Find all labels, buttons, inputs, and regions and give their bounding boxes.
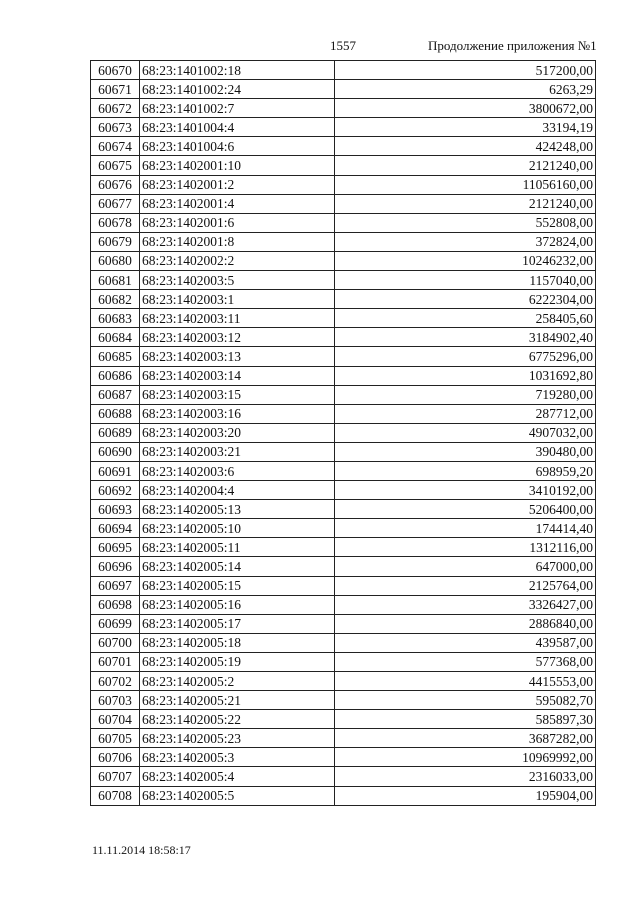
table-row [91,691,596,710]
row-number-cell: 60693 [91,500,140,519]
cadastral-number-cell: 68:23:1402001:6 [140,213,335,232]
cadastral-value-cell: 424248,00 [335,137,596,156]
cadastral-number-cell: 68:23:1402005:16 [140,595,335,614]
cadastral-value-cell: 1157040,00 [335,271,596,290]
table-row [91,481,596,500]
row-number-cell: 60705 [91,729,140,748]
table-row [91,786,596,805]
cadastral-number-cell: 68:23:1401002:18 [140,61,335,80]
row-number-cell: 60672 [91,99,140,118]
cadastral-number-cell: 68:23:1402001:8 [140,232,335,251]
cadastral-value-cell: 5206400,00 [335,500,596,519]
cadastral-value-cell: 3800672,00 [335,99,596,118]
row-number-cell: 60684 [91,328,140,347]
table-row [91,767,596,786]
cadastral-value-cell: 517200,00 [335,61,596,80]
row-number-cell: 60696 [91,557,140,576]
cadastral-value-cell: 11056160,00 [335,175,596,194]
cadastral-value-cell: 2125764,00 [335,576,596,595]
row-number-cell: 60699 [91,614,140,633]
row-number-cell: 60692 [91,481,140,500]
row-number-cell: 60680 [91,251,140,270]
cadastral-number-cell: 68:23:1402001:4 [140,194,335,213]
table-row [91,461,596,480]
cadastral-value-cell: 647000,00 [335,557,596,576]
table-row [91,309,596,328]
cadastral-value-cell: 6222304,00 [335,290,596,309]
table-row [91,442,596,461]
cadastral-number-cell: 68:23:1401004:4 [140,118,335,137]
row-number-cell: 60682 [91,290,140,309]
table-row [91,710,596,729]
table-row [91,328,596,347]
row-number-cell: 60704 [91,710,140,729]
cadastral-value-cell: 6775296,00 [335,347,596,366]
cadastral-value-cell: 6263,29 [335,80,596,99]
row-number-cell: 60708 [91,786,140,805]
cadastral-number-cell: 68:23:1402003:5 [140,271,335,290]
cadastral-number-cell: 68:23:1402003:21 [140,442,335,461]
row-number-cell: 60695 [91,538,140,557]
data-table-container [90,60,593,806]
cadastral-number-cell: 68:23:1402003:14 [140,366,335,385]
cadastral-number-cell: 68:23:1402005:4 [140,767,335,786]
row-number-cell: 60677 [91,194,140,213]
row-number-cell: 60678 [91,213,140,232]
cadastral-value-cell: 4415553,00 [335,672,596,691]
cadastral-value-cell: 10246232,00 [335,251,596,270]
row-number-cell: 60707 [91,767,140,786]
footer-timestamp: 11.11.2014 18:58:17 [92,843,191,857]
cadastral-value-cell: 577368,00 [335,652,596,671]
row-number-cell: 60698 [91,595,140,614]
table-row [91,652,596,671]
cadastral-value-cell: 3410192,00 [335,481,596,500]
cadastral-number-cell: 68:23:1402001:2 [140,175,335,194]
row-number-cell: 60681 [91,271,140,290]
row-number-cell: 60673 [91,118,140,137]
table-row [91,748,596,767]
row-number-cell: 60691 [91,461,140,480]
cadastral-number-cell: 68:23:1402001:10 [140,156,335,175]
cadastral-number-cell: 68:23:1402005:13 [140,500,335,519]
row-number-cell: 60689 [91,423,140,442]
cadastral-value-cell: 439587,00 [335,633,596,652]
cadastral-number-cell: 68:23:1402003:16 [140,404,335,423]
cadastral-number-cell: 68:23:1402005:3 [140,748,335,767]
row-number-cell: 60685 [91,347,140,366]
cadastral-number-cell: 68:23:1401002:7 [140,99,335,118]
cadastral-number-cell: 68:23:1401002:24 [140,80,335,99]
cadastral-number-cell: 68:23:1402003:15 [140,385,335,404]
table-row [91,251,596,270]
cadastral-value-cell: 287712,00 [335,404,596,423]
row-number-cell: 60701 [91,652,140,671]
row-number-cell: 60679 [91,232,140,251]
table-row [91,156,596,175]
cadastral-number-cell: 68:23:1402005:14 [140,557,335,576]
table-row [91,61,596,80]
table-row [91,519,596,538]
table-row [91,194,596,213]
row-number-cell: 60697 [91,576,140,595]
row-number-cell: 60683 [91,309,140,328]
row-number-cell: 60706 [91,748,140,767]
cadastral-value-table [90,60,596,806]
row-number-cell: 60702 [91,672,140,691]
cadastral-number-cell: 68:23:1402005:19 [140,652,335,671]
cadastral-value-cell: 10969992,00 [335,748,596,767]
cadastral-value-cell: 2886840,00 [335,614,596,633]
cadastral-number-cell: 68:23:1402005:11 [140,538,335,557]
cadastral-value-cell: 3687282,00 [335,729,596,748]
row-number-cell: 60686 [91,366,140,385]
row-number-cell: 60675 [91,156,140,175]
cadastral-value-cell: 698959,20 [335,461,596,480]
cadastral-number-cell: 68:23:1402003:11 [140,309,335,328]
table-row [91,232,596,251]
row-number-cell: 60687 [91,385,140,404]
cadastral-number-cell: 68:23:1402003:13 [140,347,335,366]
table-row [91,729,596,748]
table-row [91,366,596,385]
table-row [91,137,596,156]
cadastral-value-cell: 33194,19 [335,118,596,137]
cadastral-number-cell: 68:23:1401004:6 [140,137,335,156]
cadastral-number-cell: 68:23:1402003:20 [140,423,335,442]
table-row [91,404,596,423]
row-number-cell: 60674 [91,137,140,156]
row-number-cell: 60676 [91,175,140,194]
cadastral-number-cell: 68:23:1402005:2 [140,672,335,691]
row-number-cell: 60670 [91,61,140,80]
table-row [91,576,596,595]
cadastral-number-cell: 68:23:1402003:12 [140,328,335,347]
cadastral-number-cell: 68:23:1402005:17 [140,614,335,633]
cadastral-value-cell: 174414,40 [335,519,596,538]
row-number-cell: 60703 [91,691,140,710]
table-row [91,500,596,519]
cadastral-value-cell: 585897,30 [335,710,596,729]
table-body [91,61,596,806]
cadastral-number-cell: 68:23:1402005:5 [140,786,335,805]
table-row [91,385,596,404]
cadastral-number-cell: 68:23:1402003:6 [140,461,335,480]
cadastral-number-cell: 68:23:1402003:1 [140,290,335,309]
cadastral-number-cell: 68:23:1402005:15 [140,576,335,595]
table-row [91,175,596,194]
cadastral-number-cell: 68:23:1402002:2 [140,251,335,270]
table-row [91,423,596,442]
cadastral-value-cell: 1312116,00 [335,538,596,557]
cadastral-number-cell: 68:23:1402005:21 [140,691,335,710]
table-row [91,633,596,652]
page-number: 1557 [330,38,356,53]
cadastral-value-cell: 372824,00 [335,232,596,251]
table-row [91,557,596,576]
cadastral-value-cell: 1031692,80 [335,366,596,385]
row-number-cell: 60690 [91,442,140,461]
row-number-cell: 60700 [91,633,140,652]
table-row [91,118,596,137]
cadastral-number-cell: 68:23:1402005:10 [140,519,335,538]
table-row [91,290,596,309]
table-row [91,614,596,633]
table-row [91,80,596,99]
cadastral-value-cell: 3326427,00 [335,595,596,614]
cadastral-value-cell: 2121240,00 [335,194,596,213]
table-row [91,595,596,614]
table-row [91,347,596,366]
cadastral-value-cell: 595082,70 [335,691,596,710]
page-header-title: Продолжение приложения №1 [428,38,597,53]
cadastral-value-cell: 2121240,00 [335,156,596,175]
cadastral-value-cell: 195904,00 [335,786,596,805]
table-row [91,213,596,232]
cadastral-number-cell: 68:23:1402005:22 [140,710,335,729]
table-row [91,538,596,557]
row-number-cell: 60688 [91,404,140,423]
cadastral-value-cell: 719280,00 [335,385,596,404]
cadastral-value-cell: 390480,00 [335,442,596,461]
cadastral-value-cell: 2316033,00 [335,767,596,786]
table-row [91,99,596,118]
cadastral-value-cell: 552808,00 [335,213,596,232]
cadastral-value-cell: 3184902,40 [335,328,596,347]
cadastral-number-cell: 68:23:1402004:4 [140,481,335,500]
row-number-cell: 60671 [91,80,140,99]
cadastral-value-cell: 4907032,00 [335,423,596,442]
cadastral-value-cell: 258405,60 [335,309,596,328]
cadastral-number-cell: 68:23:1402005:18 [140,633,335,652]
table-row [91,672,596,691]
row-number-cell: 60694 [91,519,140,538]
cadastral-number-cell: 68:23:1402005:23 [140,729,335,748]
table-row [91,271,596,290]
